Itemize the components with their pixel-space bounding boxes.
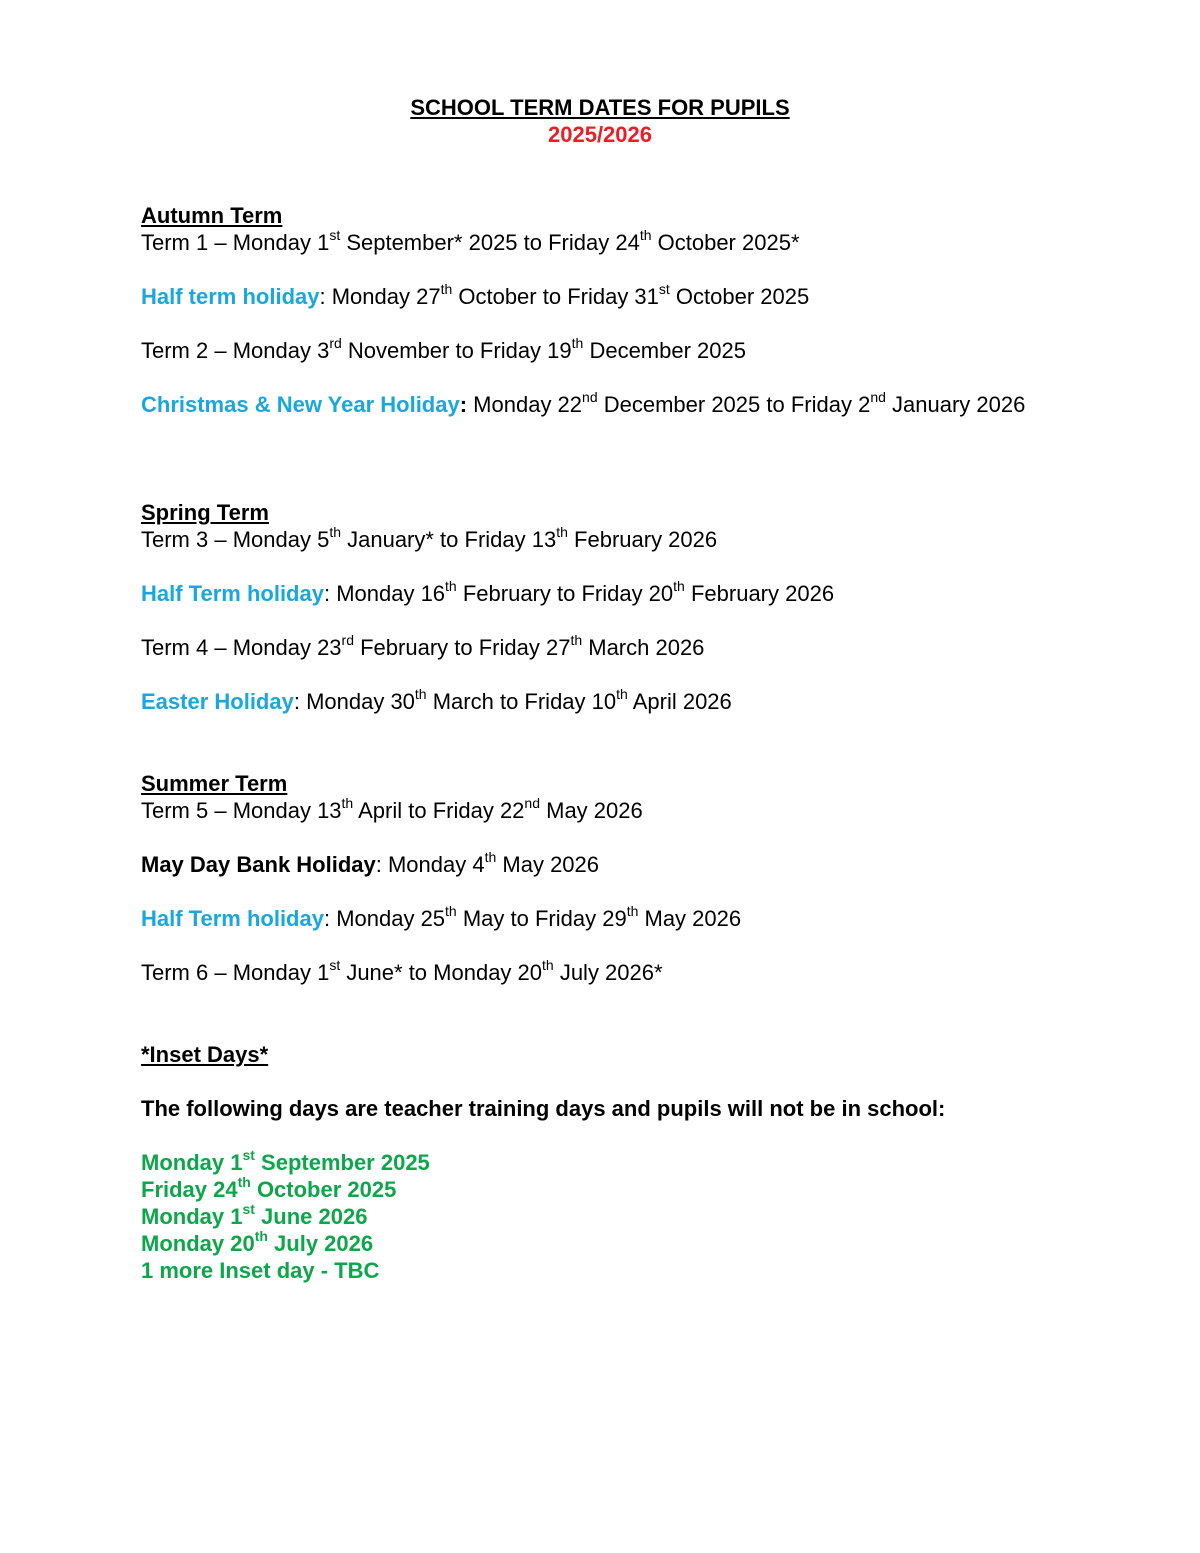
inset-days-intro: The following days are teacher training days and pupils will not be in school: [141,1096,946,1121]
summer-term-heading: Summer Term [141,771,288,796]
holiday-label: Easter Holiday [141,689,294,714]
spring-half-term-holiday: Half Term holiday: Monday 16th February to Friday 20th February 2026 [141,577,835,606]
autumn-half-term-holiday: Half term holiday: Monday 27th October to Friday 31st October 2025 [141,280,810,309]
holiday-label: Christmas & New Year Holiday [141,392,460,417]
inset-day-item: Monday 20th July 2026 [141,1227,374,1256]
holiday-label: Half term holiday [141,284,320,309]
holiday-label: May Day Bank Holiday [141,852,376,877]
christmas-holiday: Christmas & New Year Holiday: Monday 22nd December 2025 to Friday 2nd January 2026 [141,388,1026,417]
title-block [0,94,1200,148]
inset-day-tbc: 1 more Inset day - TBC [141,1258,380,1283]
term-4-dates: Term 4 – Monday 23rd February to Friday 27th March 2026 [141,631,705,660]
inset-day-item: Friday 24th October 2025 [141,1173,397,1202]
autumn-term-heading: Autumn Term [141,203,283,228]
term-6-dates: Term 6 – Monday 1st June* to Monday 20th July 2026* [141,956,663,985]
holiday-label: Half Term holiday [141,906,324,931]
spring-term-heading: Spring Term [141,500,269,525]
term-3-dates: Term 3 – Monday 5th January* to Friday 13th February 2026 [141,523,718,552]
inset-day-item: Monday 1st June 2026 [141,1200,368,1229]
inset-day-item: Monday 1st September 2025 [141,1146,430,1175]
term-1-dates: Term 1 – Monday 1st September* 2025 to Friday 24th October 2025* [141,226,800,255]
inset-days-heading: *Inset Days* [141,1042,269,1067]
term-5-dates: Term 5 – Monday 13th April to Friday 22nd May 2026 [141,794,643,823]
page-title: SCHOOL TERM DATES FOR PUPILS [410,95,790,120]
academic-year: 2025/2026 [548,122,652,147]
term-2-dates: Term 2 – Monday 3rd November to Friday 19th December 2025 [141,334,746,363]
holiday-label: Half Term holiday [141,581,324,606]
summer-half-term-holiday: Half Term holiday: Monday 25th May to Friday 29th May 2026 [141,902,742,931]
may-day-bank-holiday: May Day Bank Holiday: Monday 4th May 2026 [141,848,600,877]
easter-holiday: Easter Holiday: Monday 30th March to Friday 10th April 2026 [141,685,732,714]
